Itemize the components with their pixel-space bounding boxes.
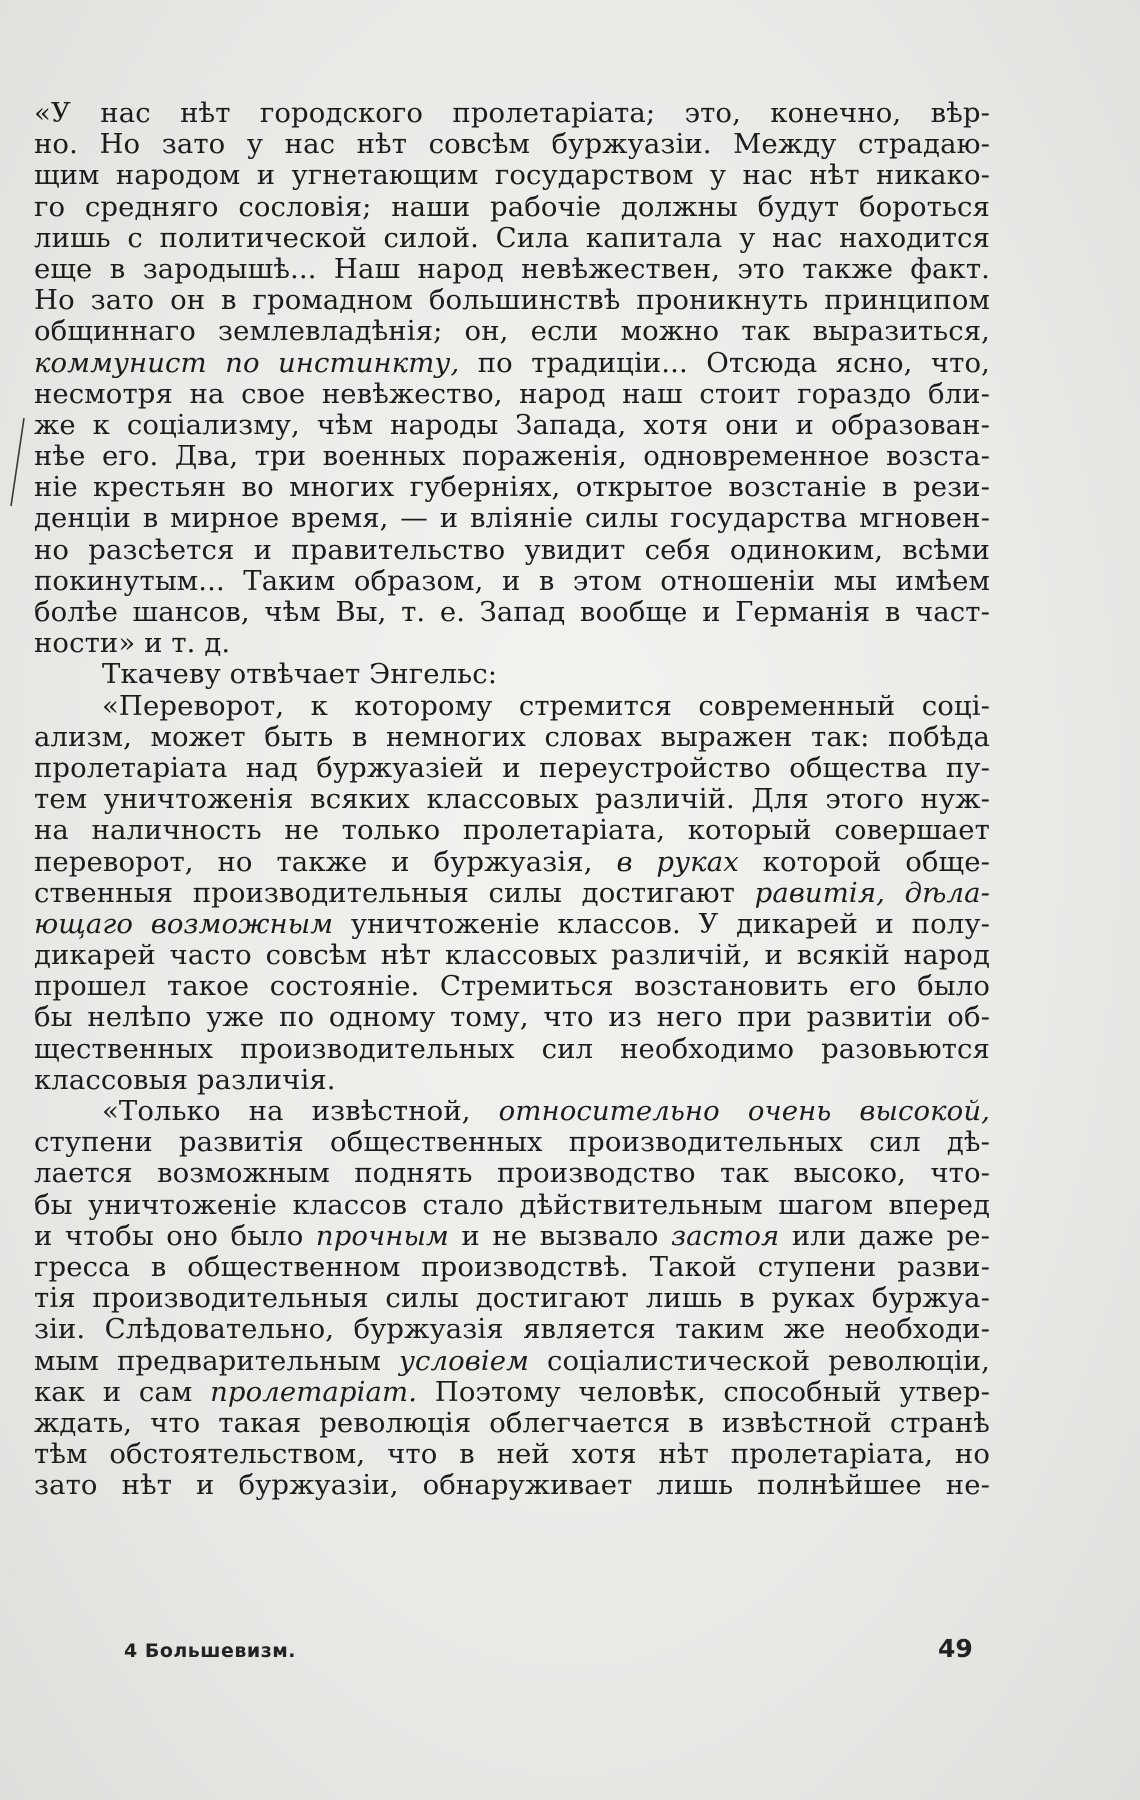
text-run: ственныя производительныя силы достигают [34, 876, 755, 909]
text-line [34, 753, 990, 784]
text-line [34, 348, 990, 379]
text-run: же к соціализму, чѣм народы Запада, хотя они и образован- [34, 408, 990, 441]
text-line [34, 691, 990, 722]
text-run: переворот, но также и буржуазія, [34, 845, 617, 878]
text-run: еще в зародышѣ... Наш народ невѣжествен, это также факт. [34, 252, 990, 285]
text-line [34, 1377, 990, 1408]
text-run: тія производительныя силы достигают лишь в руках буржуа- [34, 1282, 990, 1315]
text-run: бы уничтоженіе классов стало дѣйствительным шагом вперед [34, 1188, 990, 1221]
text-run: бы нелѣпо уже по одному тому, что из него при развитіи об- [34, 1001, 990, 1034]
text-run: прошел такое состояніе. Стремиться возстановить его было [34, 970, 990, 1003]
italic-phrase: пролетаріат. [210, 1375, 418, 1408]
italic-phrase: застоя [671, 1219, 780, 1252]
text-run: лишь с политической силой. Сила капитала у нас находится [34, 221, 990, 254]
text-line [34, 1439, 990, 1470]
text-line [34, 1470, 990, 1501]
text-line [34, 254, 990, 285]
italic-phrase: коммунист по инстинкту, [34, 346, 460, 379]
text-run: щим народом и угнетающим государством у нас нѣт никако- [34, 159, 990, 192]
text-run: нѣе его. Два, три военных пораженія, одновременное возста- [34, 440, 990, 473]
text-line [34, 472, 990, 503]
text-line [34, 1190, 990, 1221]
text-run: но разсѣется и правительство увидит себя одиноким, всѣми [34, 533, 990, 566]
text-line [34, 129, 990, 160]
text-run: покинутым... Таким образом, и в этом отношеніи мы имѣем [34, 564, 990, 597]
text-run: «Переворот, к которому стремится современный соці- [102, 689, 990, 722]
text-line [34, 628, 990, 659]
text-line [34, 1283, 990, 1314]
text-run: Поэтому человѣк, способный утвер- [417, 1375, 990, 1408]
text-line [34, 1127, 990, 1158]
text-line [34, 1346, 990, 1377]
text-run: на наличность не только пролетаріата, который совершает [34, 814, 990, 847]
text-run: общиннаго землевладѣнія; он, если можно так выразиться, [34, 315, 990, 348]
text-line [34, 878, 990, 909]
text-line [34, 223, 990, 254]
text-line [34, 98, 990, 129]
text-run: или даже ре- [779, 1219, 990, 1252]
text-run: «Только на извѣстной, [102, 1095, 499, 1127]
text-line [34, 192, 990, 223]
text-run: ніе крестьян во многих губерніях, открытое возстаніе в рези- [34, 471, 990, 504]
text-line [34, 160, 990, 191]
text-line [34, 1065, 990, 1096]
text-run: уничтоженіе классов. У дикарей и полу- [333, 907, 990, 940]
text-line [34, 971, 990, 1002]
text-run: денціи в мирное время, — и вліяніе силы государства мгновен- [34, 502, 990, 535]
text-run: Ткачеву отвѣчает Энгельс: [102, 658, 498, 691]
text-line [34, 940, 990, 971]
text-line [34, 659, 990, 690]
text-line [34, 1221, 990, 1252]
text-line [34, 316, 990, 347]
text-line [34, 503, 990, 534]
text-line [34, 566, 990, 597]
italic-phrase: в руках [616, 845, 739, 878]
text-run: щественных производительных сил необходимо разовьются [34, 1032, 990, 1065]
text-run: несмотря на свое невѣжество, народ наш стоит гораздо бли- [34, 377, 990, 410]
text-line [34, 410, 990, 441]
text-line [34, 784, 990, 815]
text-run: мым предварительным [34, 1344, 399, 1377]
italic-phrase: ющаго возможным [34, 907, 334, 940]
italic-phrase: равитія, дѣла- [754, 876, 990, 909]
text-line [34, 1314, 990, 1345]
text-run: соціалистической революціи, [529, 1344, 991, 1377]
text-run: гресса в общественном производствѣ. Такой ступени разви- [34, 1250, 990, 1283]
text-run: но. Но зато у нас нѣт совсѣм буржуазіи. Между страдаю- [34, 128, 990, 161]
text-run: как и сам [34, 1375, 211, 1408]
text-run: ступени развитія общественных производительных сил дѣ- [34, 1126, 990, 1159]
text-run: ждать, что такая революція облегчается в извѣстной странѣ [34, 1406, 990, 1439]
page-number: 49 [938, 1634, 973, 1663]
text-run: которой обще- [738, 845, 990, 878]
text-run: пролетаріата над буржуазіей и переустройство общества пу- [34, 751, 990, 784]
text-line [34, 847, 990, 878]
text-run: дикарей часто совсѣм нѣт классовых различій, и всякій народ [34, 939, 990, 972]
body-text [34, 98, 990, 1501]
text-run: и не вызвало [448, 1219, 672, 1252]
text-run: «У нас нѣт городского пролетаріата; это, конечно, вѣр- [34, 97, 990, 129]
text-line [34, 722, 990, 753]
text-line [34, 285, 990, 316]
text-run: по традиціи... Отсюда ясно, что, [459, 346, 990, 379]
text-run: тем уничтоженія всяких классовых различій. Для этого нуж- [34, 783, 990, 816]
text-run: и чтобы оно было [34, 1219, 316, 1252]
text-line [34, 909, 990, 940]
text-run: Но зато он в громадном большинствѣ проникнуть принципом [34, 284, 990, 317]
text-run: ности» и т. д. [34, 627, 231, 660]
pencil-margin-mark [8, 416, 28, 508]
text-line [34, 597, 990, 628]
text-line [34, 441, 990, 472]
text-line [34, 1096, 990, 1127]
italic-phrase: прочным [315, 1219, 449, 1252]
text-line [34, 1408, 990, 1439]
text-run: лается возможным поднять производство так высоко, что- [34, 1157, 990, 1190]
signature-mark: 4 Большевизм. [124, 1640, 296, 1662]
text-run: го средняго сословія; наши рабочіе должны будут бороться [34, 190, 990, 223]
text-line [34, 1252, 990, 1283]
text-line [34, 379, 990, 410]
italic-phrase: относительно очень высокой, [498, 1095, 990, 1127]
text-line [34, 535, 990, 566]
text-run: тѣм обстоятельством, что в ней хотя нѣт пролетаріата, но [34, 1438, 990, 1471]
text-run: ализм, может быть в немногих словах выражен так: побѣда [34, 720, 990, 753]
text-run: зіи. Слѣдовательно, буржуазія является таким же необходи- [34, 1313, 990, 1346]
text-run: классовыя различія. [34, 1063, 336, 1096]
text-line [34, 1158, 990, 1189]
text-line [34, 815, 990, 846]
text-line [34, 1002, 990, 1033]
text-run: болѣе шансов, чѣм Вы, т. е. Запад вообще и Германія в част- [34, 596, 990, 628]
italic-phrase: условіем [398, 1344, 530, 1377]
text-line [34, 1034, 990, 1065]
text-run: зато нѣт и буржуазіи, обнаруживает лишь полнѣйшее не- [34, 1469, 990, 1502]
